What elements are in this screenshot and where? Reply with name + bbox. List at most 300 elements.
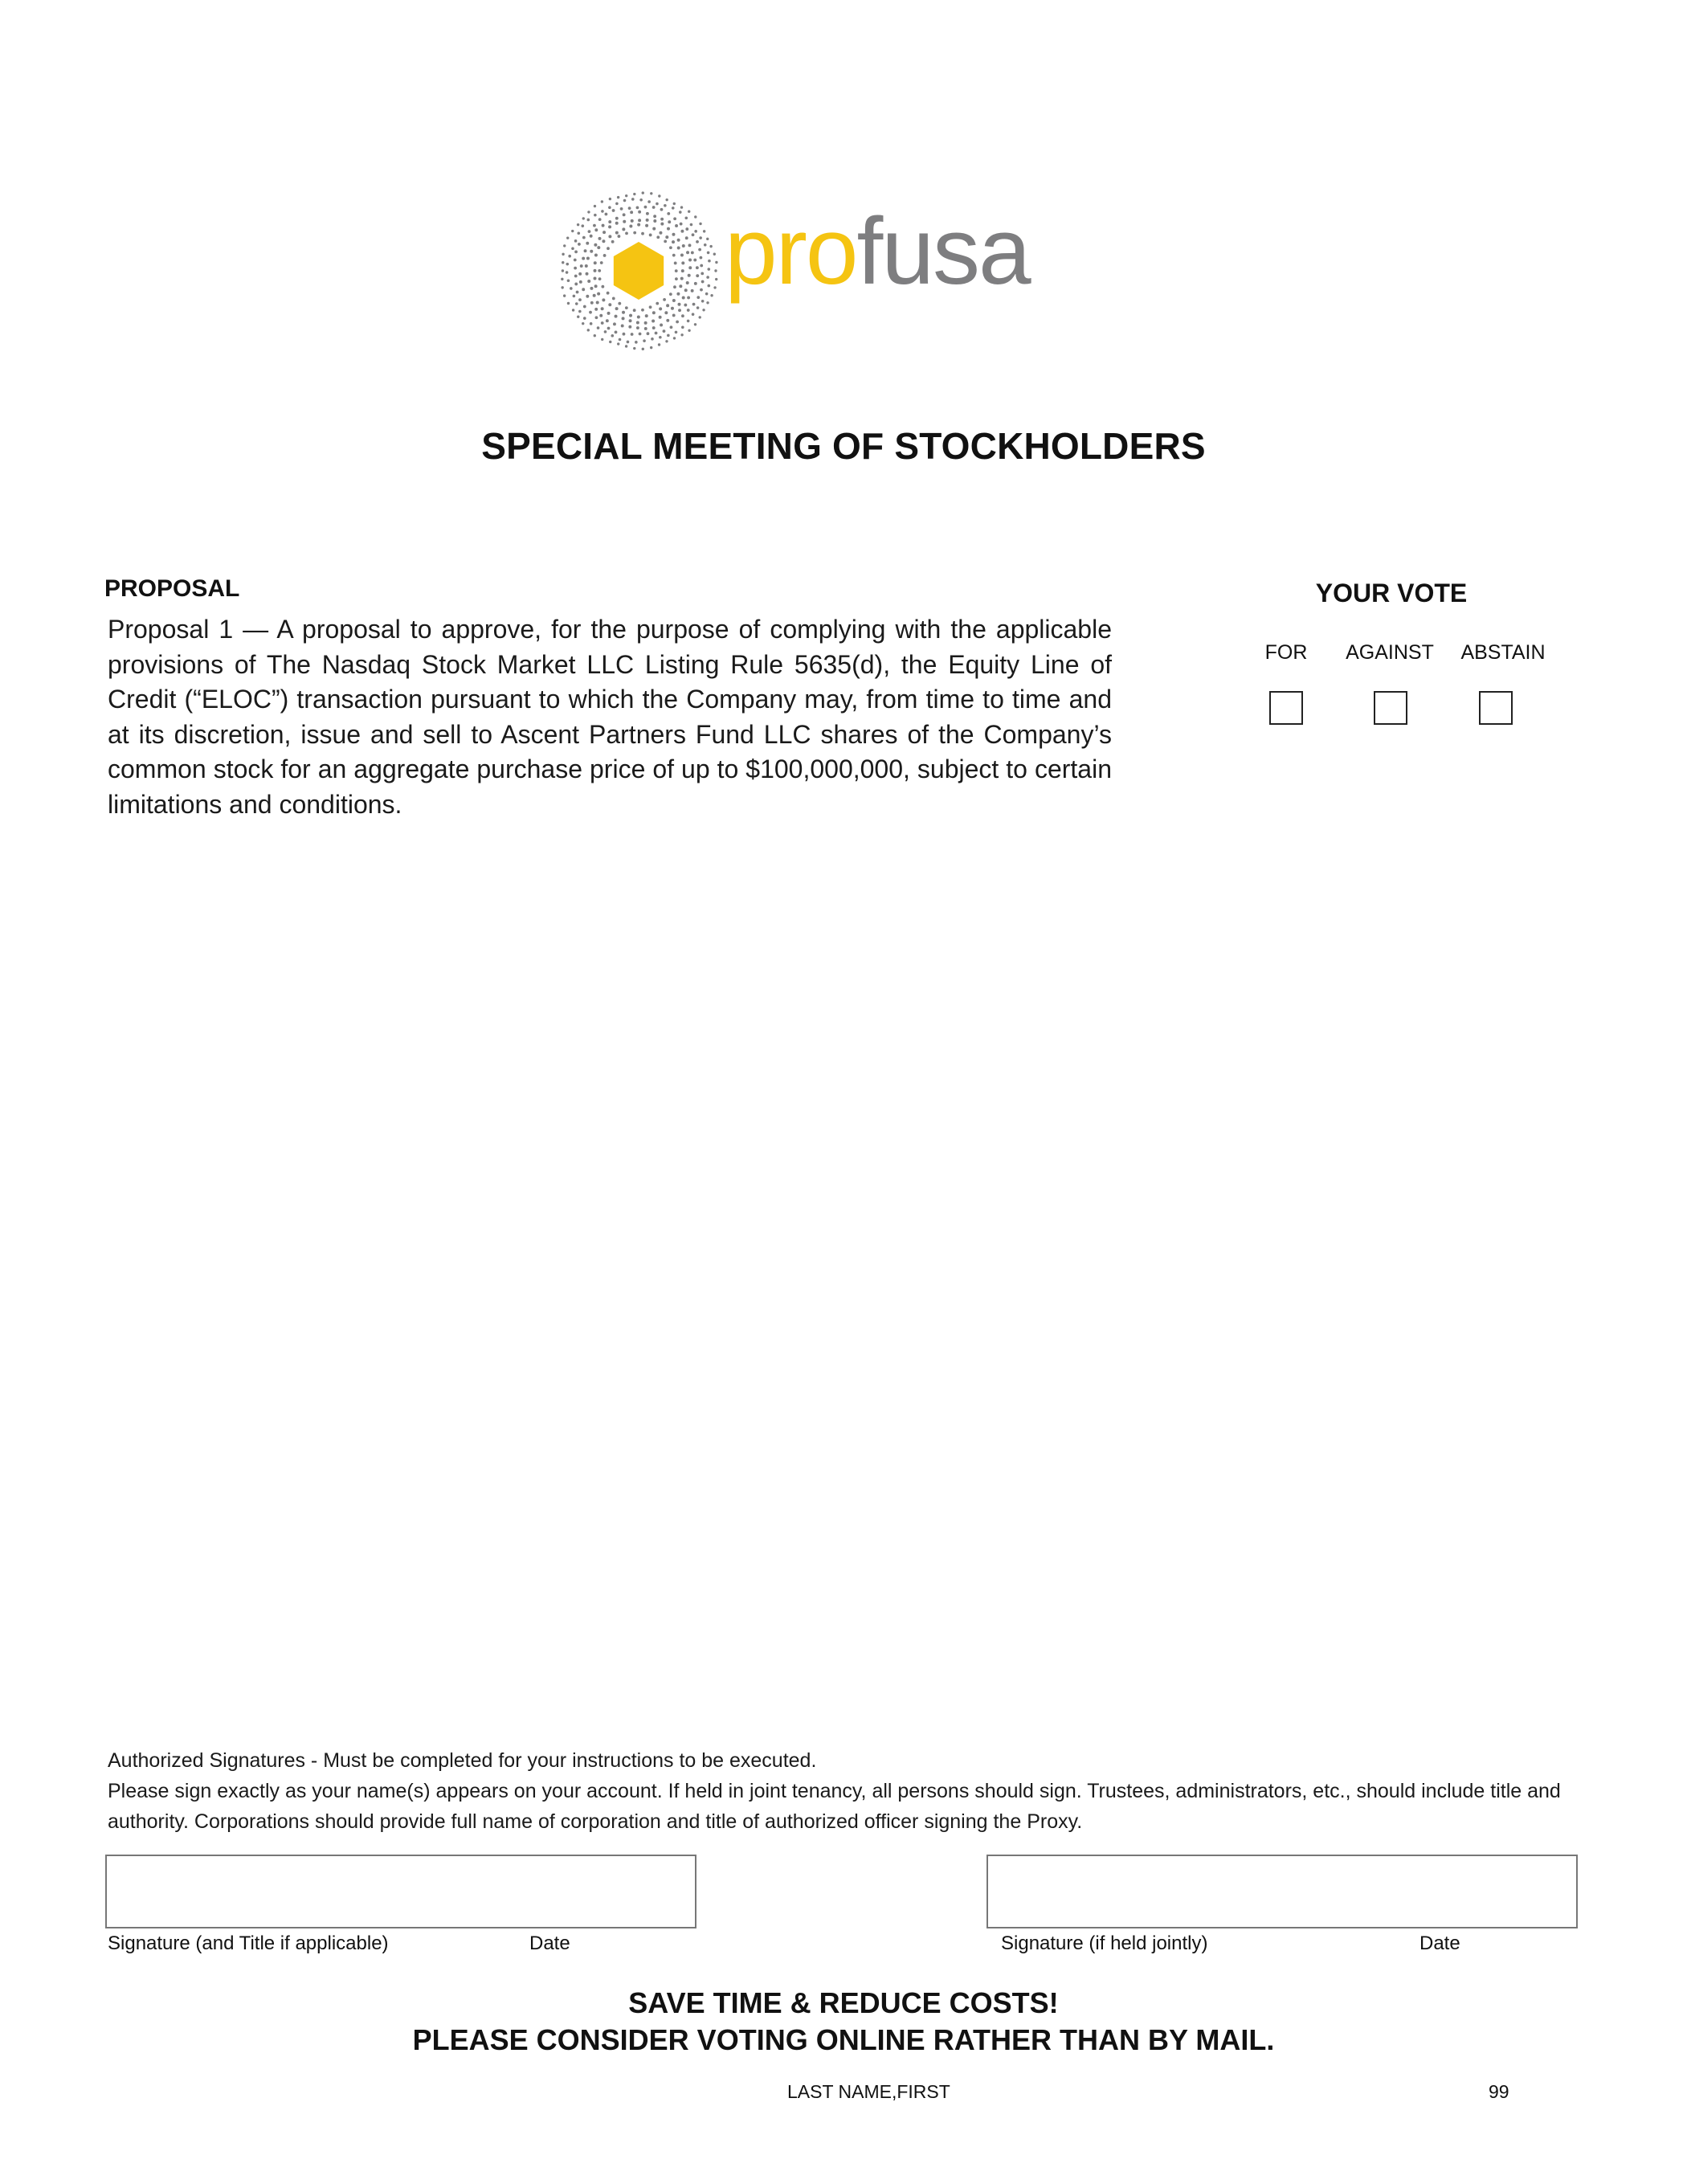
logo-dot [685, 227, 688, 231]
logo-dot [684, 304, 687, 307]
logo-dot [594, 269, 597, 272]
logo-dot [577, 316, 579, 318]
logo-dot [586, 242, 589, 245]
logo-dot [601, 210, 604, 213]
logo-dot [617, 342, 619, 345]
company-logo [554, 186, 1036, 363]
logo-dot [608, 220, 611, 223]
logo-dot [674, 262, 677, 265]
logo-dot [686, 251, 689, 254]
logo-dot [715, 278, 717, 280]
logo-dot [609, 198, 611, 200]
logo-dot [615, 217, 619, 220]
logo-dot [582, 236, 586, 239]
logo-dot [587, 211, 590, 213]
logo-dot [678, 309, 681, 312]
logo-dot [660, 324, 663, 327]
logo-dot [633, 231, 636, 235]
logo-dot [659, 336, 662, 339]
logo-dot [576, 291, 579, 294]
logo-dot [594, 214, 597, 217]
logo-dot [615, 231, 619, 235]
logo-dot [637, 315, 640, 318]
logo-dot [594, 243, 597, 247]
logo-dot [714, 269, 717, 272]
logo-dot [651, 337, 654, 341]
logo-dot [680, 206, 683, 208]
logo-dot [681, 269, 684, 272]
logo-dot [647, 332, 650, 335]
logo-dot [577, 231, 580, 235]
logo-dot [669, 292, 672, 296]
logo-dot [625, 306, 628, 309]
logo-dot [699, 316, 701, 318]
logo-dot [658, 194, 660, 197]
logo-dot [652, 319, 655, 322]
logo-dot [613, 322, 616, 325]
logo-dot [706, 276, 709, 279]
logo-dot [635, 341, 638, 344]
logo-dot [682, 244, 685, 247]
joint-signature-label: Signature (if held jointly) [1001, 1932, 1208, 1954]
logo-dot [665, 235, 668, 239]
logo-dot [622, 227, 625, 231]
logo-dot [693, 259, 696, 262]
logo-dot [664, 311, 668, 314]
logo-dot [615, 330, 618, 333]
logo-dot [684, 216, 688, 219]
logo-dot [699, 236, 702, 239]
logo-dot [688, 259, 692, 262]
logo-dot [709, 245, 712, 247]
logo-dot [652, 311, 656, 314]
logo-dot [698, 248, 701, 252]
logo-dot [708, 284, 711, 288]
logo-dot [679, 211, 682, 214]
logo-dot [562, 269, 564, 272]
logo-dot [628, 325, 631, 329]
logo-dot [625, 194, 627, 197]
logo-dot [700, 256, 703, 260]
logo-dot [590, 322, 593, 325]
logo-dot [641, 309, 644, 312]
logo-dot [596, 301, 599, 304]
joint-date-label: Date [1419, 1932, 1460, 1954]
logo-dot [646, 219, 649, 222]
logo-dot [607, 327, 611, 330]
logo-dot [656, 235, 660, 239]
logo-dot [652, 206, 656, 209]
logo-dot [601, 200, 603, 202]
proposal-heading: PROPOSAL [104, 575, 240, 602]
logo-dot [622, 311, 625, 314]
logo-dot [652, 227, 656, 231]
logo-dot [687, 320, 690, 323]
logo-dot [653, 215, 656, 218]
logo-dot [673, 337, 676, 339]
logo-dot [672, 240, 675, 243]
logo-dot [623, 333, 626, 336]
logo-dot [608, 225, 611, 228]
logo-dot [691, 251, 694, 254]
logo-dot [701, 272, 704, 276]
logo-dot [625, 345, 627, 347]
logo-dot [700, 288, 703, 292]
logo-dot [692, 303, 696, 306]
logo-dot [688, 274, 691, 277]
logo-dot [659, 231, 662, 235]
logo-dot [663, 298, 666, 301]
logo-dot [681, 325, 684, 329]
logo-dot [688, 329, 690, 332]
logo-dot [608, 235, 611, 238]
logo-dot [688, 211, 690, 213]
logo-dot [594, 261, 597, 264]
logo-dot [659, 307, 662, 310]
logo-dot [607, 247, 610, 250]
logo-dot [578, 272, 582, 276]
logo-dot [602, 224, 605, 227]
logo-dot [690, 223, 693, 227]
logo-dot [646, 212, 649, 215]
logo-dot [701, 300, 705, 303]
logo-dot [612, 209, 615, 212]
logo-dot [694, 323, 696, 325]
logo-dot [625, 231, 628, 235]
logo-dot [704, 243, 707, 247]
logo-dot [696, 306, 700, 309]
logo-dot [691, 289, 694, 292]
logo-dot [623, 213, 626, 216]
logo-dot [628, 207, 631, 210]
logo-dot [675, 277, 678, 280]
logo-dot [561, 278, 563, 280]
logo-dot [676, 321, 679, 324]
logo-dot [578, 310, 582, 313]
logo-dot [692, 233, 695, 236]
logo-dot [656, 202, 659, 206]
logo-dot [582, 288, 585, 291]
logo-dot [590, 301, 594, 305]
logo-wordmark [725, 198, 1030, 305]
logo-hexagon-icon [614, 242, 664, 300]
logo-dot [571, 230, 574, 232]
logo-dot [627, 341, 630, 344]
logo-wordmark-fusa: fusa [856, 198, 1030, 305]
logo-dot [579, 280, 582, 284]
logo-dot [672, 207, 675, 210]
logo-dot [588, 230, 591, 233]
logo-dot [679, 284, 682, 288]
logo-dot [667, 227, 670, 231]
logo-dot [597, 326, 600, 329]
logo-dot [660, 208, 664, 211]
logo-wordmark-pro: pro [725, 198, 857, 305]
logo-dot [639, 198, 643, 202]
logo-dot [644, 321, 647, 325]
logo-dot [684, 288, 688, 292]
logo-dot [633, 309, 636, 312]
logo-dot [583, 305, 586, 309]
logo-dot [636, 206, 639, 209]
logo-dot [700, 264, 703, 268]
footer-subheadline: PLEASE CONSIDER VOTING ONLINE RATHER THAN BY MAIL. [412, 2023, 1275, 2056]
logo-dot [649, 305, 652, 309]
logo-dot [608, 303, 611, 306]
logo-dot [673, 285, 676, 288]
logo-dot [664, 204, 667, 207]
logo-dot [600, 261, 603, 264]
logo-dot [594, 284, 598, 288]
logo-dot [563, 244, 566, 247]
logo-dot [680, 333, 683, 336]
logo-dot [645, 314, 648, 317]
logo-dot [586, 256, 590, 260]
logo-dot [587, 280, 590, 283]
logo-dot [644, 327, 647, 330]
logo-dot [601, 285, 604, 288]
logo-dot [658, 343, 660, 346]
account-number: 99 [1489, 2081, 1509, 2102]
logo-dot [636, 326, 639, 329]
logo-dot [582, 322, 584, 325]
logo-dot [584, 249, 587, 252]
logo-dot [673, 202, 676, 205]
logo-dot [672, 233, 675, 236]
logo-dot [563, 294, 566, 297]
logo-dot [667, 334, 670, 337]
logo-dot [681, 261, 684, 264]
logo-dot [615, 307, 619, 310]
logo-dot [597, 292, 600, 296]
logo-dot [706, 301, 709, 304]
logo-dot [666, 304, 669, 307]
logo-dot [594, 276, 597, 280]
logo-dot [578, 243, 581, 246]
your-vote-heading: YOUR VOTE [1315, 579, 1468, 607]
logo-dot [669, 246, 672, 249]
page-title: SPECIAL MEETING OF STOCKHOLDERS [481, 425, 1206, 467]
logo-dot [696, 274, 699, 277]
logo-dot [707, 252, 710, 255]
logo-dot [593, 224, 596, 227]
logo-dot [590, 287, 593, 290]
logo-dot [650, 192, 652, 194]
logo-dot [615, 202, 619, 206]
vote-label-against: AGAINST [1346, 641, 1434, 664]
logo-dot [574, 259, 577, 262]
logo-dot [581, 224, 584, 227]
logo-dot [660, 218, 664, 221]
logo-dot [643, 339, 646, 342]
logo-dot [567, 302, 570, 305]
logo-dot [573, 295, 576, 298]
logo-dot [598, 269, 601, 272]
logo-dot [639, 333, 642, 336]
logo-dot [583, 317, 586, 320]
logo-dot [603, 254, 607, 257]
logo-dot [562, 261, 564, 264]
logo-dot [708, 268, 711, 271]
logo-dot [705, 292, 709, 296]
logo-dot [575, 302, 578, 305]
logo-dot [642, 348, 644, 350]
logo-dot [586, 219, 590, 222]
logo-dot [676, 292, 680, 296]
logo-dot [631, 219, 634, 223]
logo-dot [631, 198, 635, 201]
logo-dot [597, 246, 600, 249]
logo-dot [645, 224, 648, 227]
logo-dot [675, 224, 678, 227]
logo-dot [586, 295, 589, 298]
logo-dot [615, 315, 618, 318]
account-name: LAST NAME,FIRST [787, 2081, 950, 2102]
logo-dot [598, 218, 602, 221]
logo-dot [572, 309, 574, 311]
logo-dot [667, 212, 670, 215]
logo-dot [598, 277, 602, 280]
logo-dot [607, 292, 610, 295]
logo-dot [574, 250, 578, 253]
logo-dot [589, 311, 592, 314]
logo-dot [580, 264, 583, 268]
logo-dot [611, 334, 614, 337]
logo-dot [696, 296, 700, 299]
logo-dot [637, 223, 640, 227]
logo-dot [688, 266, 692, 269]
authorization-line-1: Authorized Signatures - Must be completed for your instructions to be executed. [108, 1749, 817, 1772]
logo-dot [620, 207, 623, 211]
logo-dot [672, 299, 676, 302]
logo-dot [680, 230, 684, 233]
logo-dot [638, 219, 641, 222]
logo-dot [606, 319, 609, 322]
logo-dot [602, 239, 605, 243]
logo-dot [703, 230, 705, 232]
logo-dot [621, 324, 624, 327]
logo-dot [702, 309, 705, 311]
logo-dot [623, 220, 626, 223]
logo-dot [594, 308, 598, 311]
logo-dot [571, 247, 574, 250]
logo-dot [619, 338, 622, 342]
logo-dot [656, 302, 659, 305]
logo-dot [594, 205, 596, 207]
primary-signature-field[interactable] [105, 1855, 696, 1928]
logo-dot [652, 326, 656, 329]
logo-dot [561, 286, 563, 288]
logo-dot [696, 266, 699, 269]
logo-dot [663, 329, 666, 333]
vote-for-checkbox[interactable] [1269, 691, 1303, 725]
logo-dot [623, 199, 627, 202]
logo-dot [677, 239, 680, 242]
logo-dot [668, 220, 671, 223]
logo-dot [642, 191, 644, 194]
logo-dot [680, 277, 684, 280]
logo-dot [680, 223, 683, 226]
authorization-instructions [108, 1745, 1602, 1837]
logo-dot [617, 196, 619, 198]
logo-dot [566, 236, 569, 239]
logo-dot [670, 325, 673, 329]
logo-dot [629, 314, 632, 317]
primary-date-label: Date [529, 1932, 570, 1954]
logo-dot [694, 282, 697, 285]
logo-dot [568, 255, 571, 258]
vote-abstain-checkbox[interactable] [1479, 691, 1513, 725]
logo-dot [677, 246, 680, 249]
logo-dot [574, 275, 578, 278]
logo-dot [680, 254, 684, 257]
logo-dot [665, 198, 668, 201]
logo-dot [582, 217, 585, 219]
logo-dot [653, 219, 656, 223]
logo-dot [601, 307, 604, 310]
logo-dot [586, 272, 589, 276]
logo-dot [664, 240, 667, 243]
logo-dot [612, 297, 615, 301]
logo-dot [598, 237, 601, 240]
logo-dot [602, 231, 606, 234]
logo-dot [650, 346, 652, 349]
logo-dot [672, 313, 676, 317]
logo-dot [655, 332, 658, 335]
logo-dot [590, 250, 593, 253]
logo-dot [599, 314, 602, 317]
logo-dot [673, 217, 676, 220]
logo-dot [671, 307, 674, 310]
logo-dot [677, 303, 680, 306]
logo-dot [578, 298, 582, 301]
logo-dot [636, 321, 639, 324]
logo-dot [574, 267, 577, 270]
logo-dot [701, 280, 705, 284]
logo-dot [615, 222, 619, 225]
logo-dot [629, 225, 632, 228]
vote-against-checkbox[interactable] [1374, 691, 1407, 725]
logo-dot [672, 254, 676, 257]
logo-dot [570, 287, 573, 290]
logo-dot [574, 283, 578, 286]
logo-dot-sphere-icon [554, 186, 723, 355]
logo-dot [694, 215, 696, 218]
proposal-text: Proposal 1 — A proposal to approve, for the purpose of complying with the applicable provisions of The Nasdaq Stock Market LLC Listing Rule 5635(d), the Equity Line of Credit (“ELOC”) transaction pursuant to which the Company may, from time to time and at its discretion, issue and sell to Ascent Partners Fund LLC shares of the Company’s common stock for an aggregate purchase price of up to $100,000,000, subject to certain limitations and conditions. [108, 615, 1112, 819]
logo-dot [675, 269, 678, 272]
logo-dot [688, 243, 692, 247]
logo-dot [629, 319, 632, 322]
logo-dot [687, 296, 690, 299]
logo-dot [595, 316, 598, 319]
logo-dot [562, 253, 564, 256]
logo-dot [587, 329, 590, 331]
logo-dot [641, 232, 644, 235]
logo-dot [713, 253, 716, 256]
logo-dot [602, 298, 605, 301]
primary-signature-label: Signature (and Title if applicable) [108, 1932, 389, 1954]
logo-dot [566, 263, 569, 266]
logo-dot [594, 254, 598, 257]
joint-signature-field[interactable] [986, 1855, 1578, 1928]
logo-dot [666, 319, 669, 322]
logo-dot [567, 279, 570, 282]
logo-dot [647, 200, 651, 203]
logo-dot [686, 281, 689, 284]
logo-dot [593, 294, 596, 297]
logo-dot [685, 236, 688, 239]
logo-dot [609, 341, 611, 343]
